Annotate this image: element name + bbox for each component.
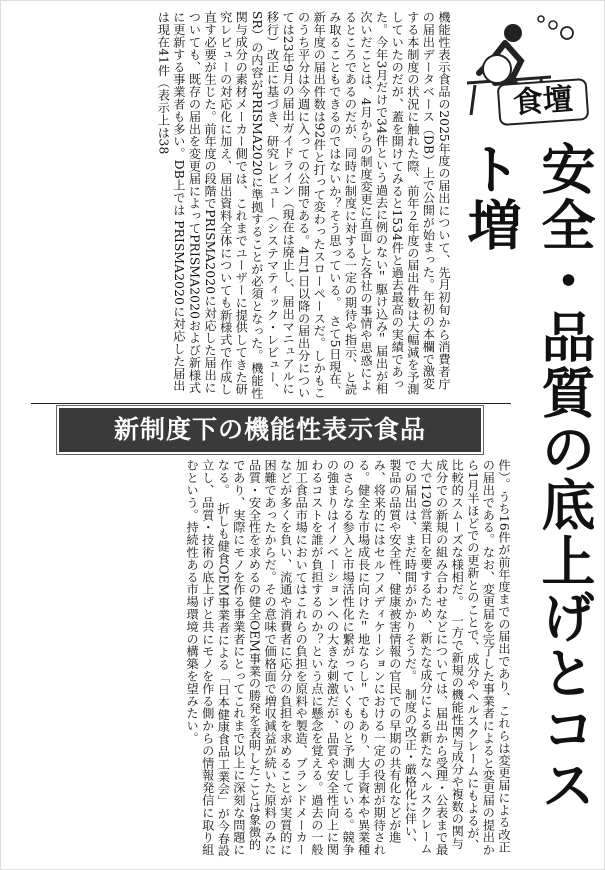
body-top-col-1: 機能性表示食品の2025年度の届出について、先月初旬から消費者庁の届出データベース（DB）上で公開が始まった。年初の本欄で激変する本制度の状況に触れた際、前年２年度の届出件数は大幅減を予測していたのだが、蓋を開けてみると1534件と過去最高の実績であった。今年3月だけで34件という過去に例のない＂駆け込み＂届出が相次いだことは、4月からの制度変更に直面した各社の事情や思惑によるところであるのだが、同時に制度に対する一定の期待や指示、と読み取ることもできるのではないか？そう思っている。 さて5日現在、新年度の届出件数は92件と打って変わったスローペースだ。しかもこのうち平分は今週に入っての公開である。4月1日以降の届出分については23年9月の届出ガイドライン（現在は廃止し、届出マニュアルに移行）改正に基づき、研究レビュー（システマティック・レビュー、SR）の内容がPRISMA2020に準拠することが必須となった。機能性関与成分の素材メーカー側では、これまでユーザーに提供してきた研究レビューの対応化に加え、届出資料全体についても新様式で作成し直す必要が生じた。前年度の段階でPRISMA2020に対応した届出についても、既存の届出を変更届によってPRISMA2020および新様式に更新する事業者も多い。DB上では PRISMA2020に対応した届出は現在41件（表示上は38 [156,11,451,399]
body-bottom-col: 件）。うち16件が前年度までの届出であり、これらは変更届による改正の届出である。なお、変更届を完了した事業者によると変更届の提出から1月半ほどでの更新とのことで、成分やヘルスクレームにもよるが、比較的スムーズな様相だ。 一方で新規の機能性関与成分や複数の関与成分での新規の組み合わせなどについては、届出から受理・公表まで最大で120営業日を要するため、新たな成分による新たなヘルスクレームでの届出は、まだ時間がかかりそうだ。 制度の改正・厳格化に伴い、製品の品質や安全性、健康被害情報の官民での早期の共有化などが進み、将来的にはセルフメディケーションにおける一定の役割が期待される。健全な市場成長に向けた＂地ならし＂でもあり、大手資本や異業種のさらなる参入と市場活性化に繋がっていくものと予測している。競争の強まりはイノベーションへの大きな刺激だが、品質や安全性向上に関わるコストを誰が負担するのか？という点に懸念を覚える。過去の一般加工食品市場においてはこれらの負担を原料や製造、ブランドメーカーなどが多くを負い、流通や消費者に応分の負担を求めることが実質的に困難であったからだ。その意味で価格面で増収減益が続いた原料のみに品質・安全性を求めるの健全OEM事業の勝発を表明したことは象徴的であり、実際にモノを作る事業者にとってこれまで以上に深刻な問題になる。 折しも健食OEM事業者による「日本健康食品工業会」が今春設立し、品質・技術の底上げと共にモノを作る側からの情報発信に取り組むという。持続性ある市場環境の構築を望みたい。 [185,459,511,857]
article-headline: 安全・品質の底上げとコスト増 [459,141,596,813]
section-logo-label: 食壇 [497,78,590,126]
article-subheadline: 新制度下の機能性表示食品 [59,408,481,452]
column-divider [31,403,511,404]
